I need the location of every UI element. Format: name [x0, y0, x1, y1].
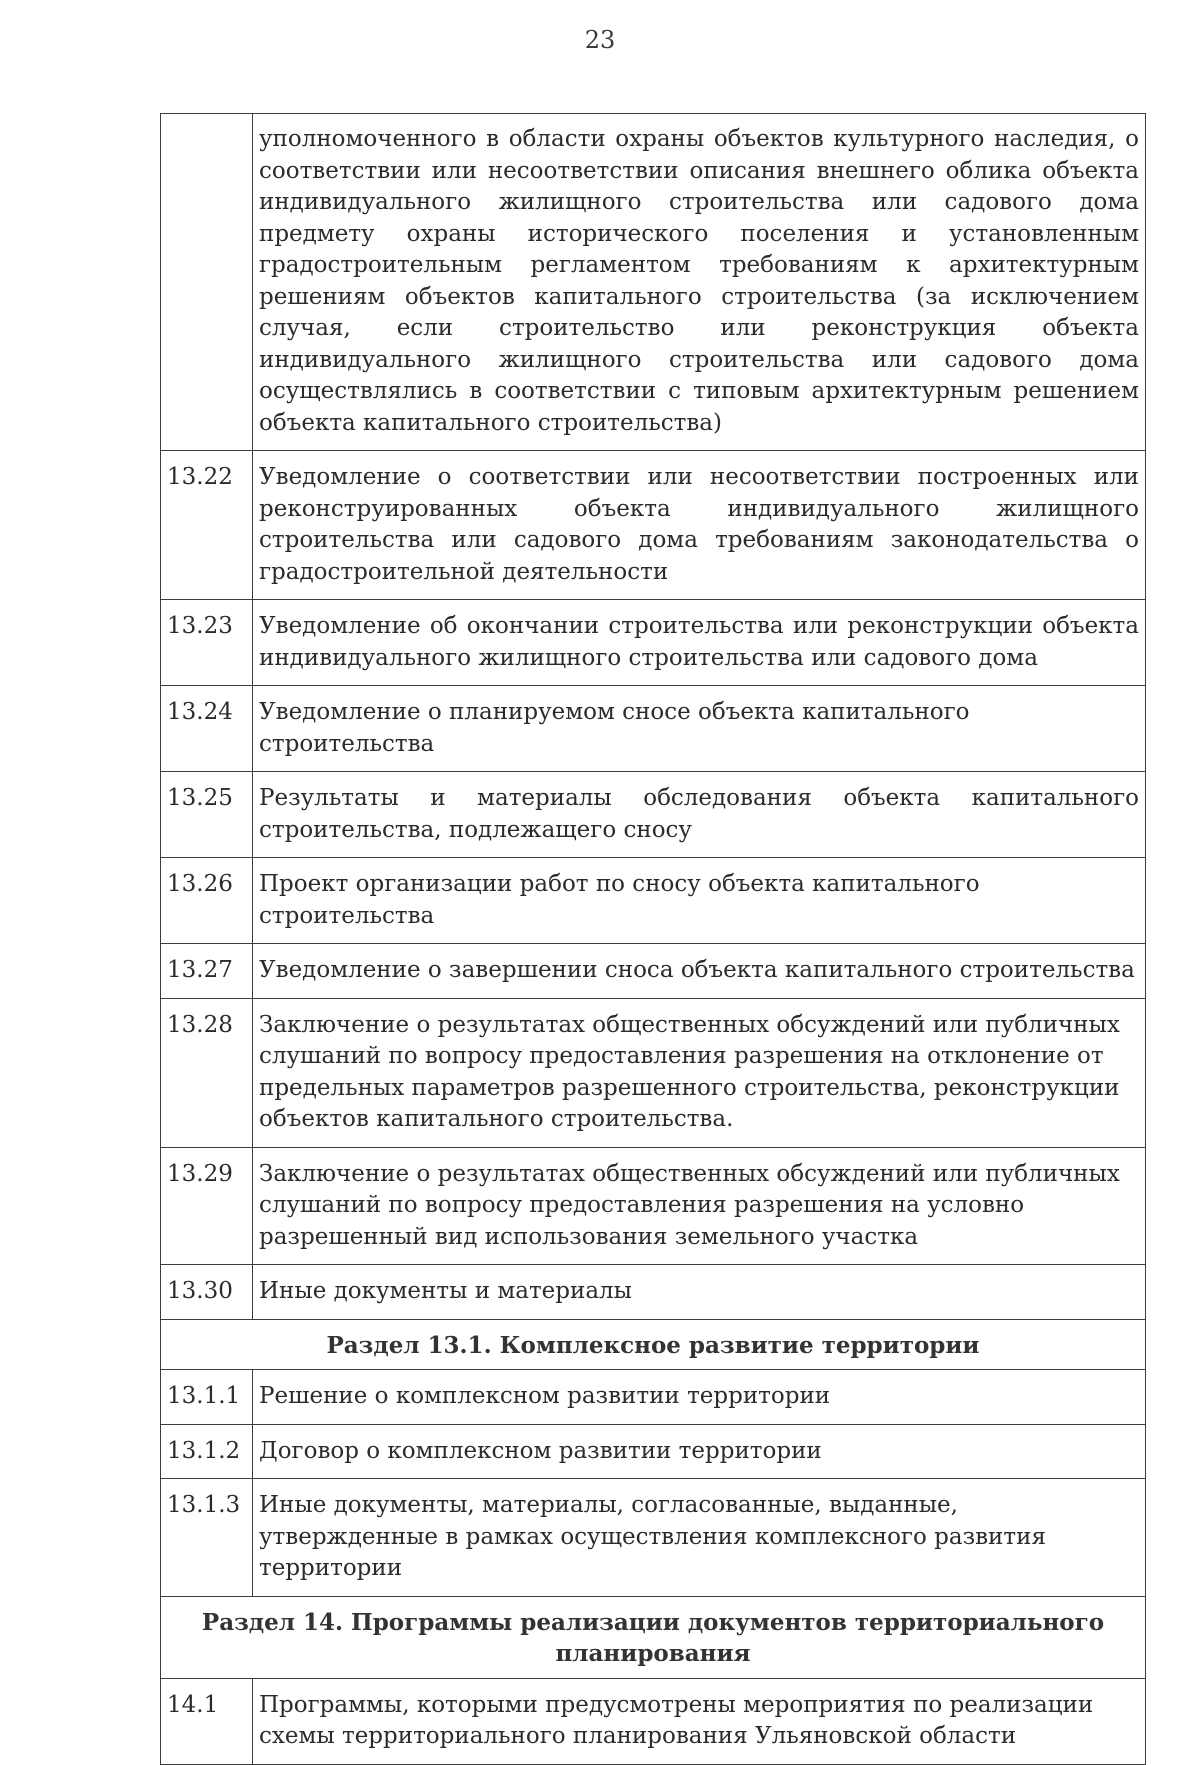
table-row: [161, 998, 1146, 1147]
row-number: 13.24: [161, 686, 253, 772]
page-number: 23: [584, 26, 616, 54]
row-text: Иные документы, материалы, согласованные, выданные, утвержденные в рамках осуществления комплексного развития территории: [253, 1479, 1146, 1597]
row-text: Уведомление о соответствии или несоответствии построенных или реконструированных объекта индивидуального жилищного строительства или садового дома требованиям законодательства о градостроительной деятельности: [253, 451, 1146, 600]
row-text: Договор о комплексном развитии территории: [253, 1424, 1146, 1479]
table-row: [161, 114, 1146, 451]
row-number: 13.25: [161, 772, 253, 858]
row-text: уполномоченного в области охраны объектов культурного наследия, о соответствии или несоответствии описания внешнего облика объекта индивидуального жилищного строительства или садового дома предмету охраны исторического поселения и установленным градостроительным регламентом требованиям к архитектурным решениям объектов капитального строительства (за исключением случая, если строительство или реконструкция объекта индивидуального жилищного строительства или садового дома осуществлялись в соответствии с типовым архитектурным решением объекта капитального строительства): [253, 114, 1146, 451]
table-row: [161, 1678, 1146, 1764]
row-text: Программы, которыми предусмотрены мероприятия по реализации схемы территориального планирования Ульяновской области: [253, 1678, 1146, 1764]
table-row: [161, 772, 1146, 858]
section-header-row: [161, 1319, 1146, 1370]
row-number: 13.1.3: [161, 1479, 253, 1597]
section-14-title: Раздел 14. Программы реализации документов территориального планирования: [161, 1596, 1146, 1678]
table-row: [161, 600, 1146, 686]
row-number: 13.29: [161, 1147, 253, 1265]
row-number: 13.27: [161, 944, 253, 999]
table-row: [161, 944, 1146, 999]
row-text: Решение о комплексном развитии территории: [253, 1370, 1146, 1425]
section-13-1-title: Раздел 13.1. Комплексное развитие территории: [161, 1319, 1146, 1370]
row-text: Результаты и материалы обследования объекта капитального строительства, подлежащего сносу: [253, 772, 1146, 858]
row-text: Заключение о результатах общественных обсуждений или публичных слушаний по вопросу предоставления разрешения на условно разрешенный вид использования земельного участка: [253, 1147, 1146, 1265]
row-number: 13.28: [161, 998, 253, 1147]
row-number: 14.1: [161, 1678, 253, 1764]
row-number: 13.23: [161, 600, 253, 686]
table-row: [161, 1479, 1146, 1597]
row-text: Уведомление о планируемом сносе объекта капитального строительства: [253, 686, 1146, 772]
table-row: [161, 1265, 1146, 1320]
documents-table: [160, 113, 1146, 1765]
row-text: Уведомление о завершении сноса объекта капитального строительства: [253, 944, 1146, 999]
row-text: Уведомление об окончании строительства или реконструкции объекта индивидуального жилищного строительства или садового дома: [253, 600, 1146, 686]
row-number: 13.26: [161, 858, 253, 944]
row-number: 13.1.1: [161, 1370, 253, 1425]
table-row: [161, 451, 1146, 600]
table-row: [161, 686, 1146, 772]
row-text: Иные документы и материалы: [253, 1265, 1146, 1320]
row-number: [161, 114, 253, 451]
row-text: Проект организации работ по сносу объекта капитального строительства: [253, 858, 1146, 944]
table-row: [161, 858, 1146, 944]
table-row: [161, 1370, 1146, 1425]
section-header-row: [161, 1596, 1146, 1678]
row-number: 13.1.2: [161, 1424, 253, 1479]
table-row: [161, 1147, 1146, 1265]
row-text: Заключение о результатах общественных обсуждений или публичных слушаний по вопросу предоставления разрешения на отклонение от предельных параметров разрешенного строительства, реконструкции объектов капитального строительства.: [253, 998, 1146, 1147]
row-number: 13.30: [161, 1265, 253, 1320]
table-row: [161, 1424, 1146, 1479]
row-number: 13.22: [161, 451, 253, 600]
